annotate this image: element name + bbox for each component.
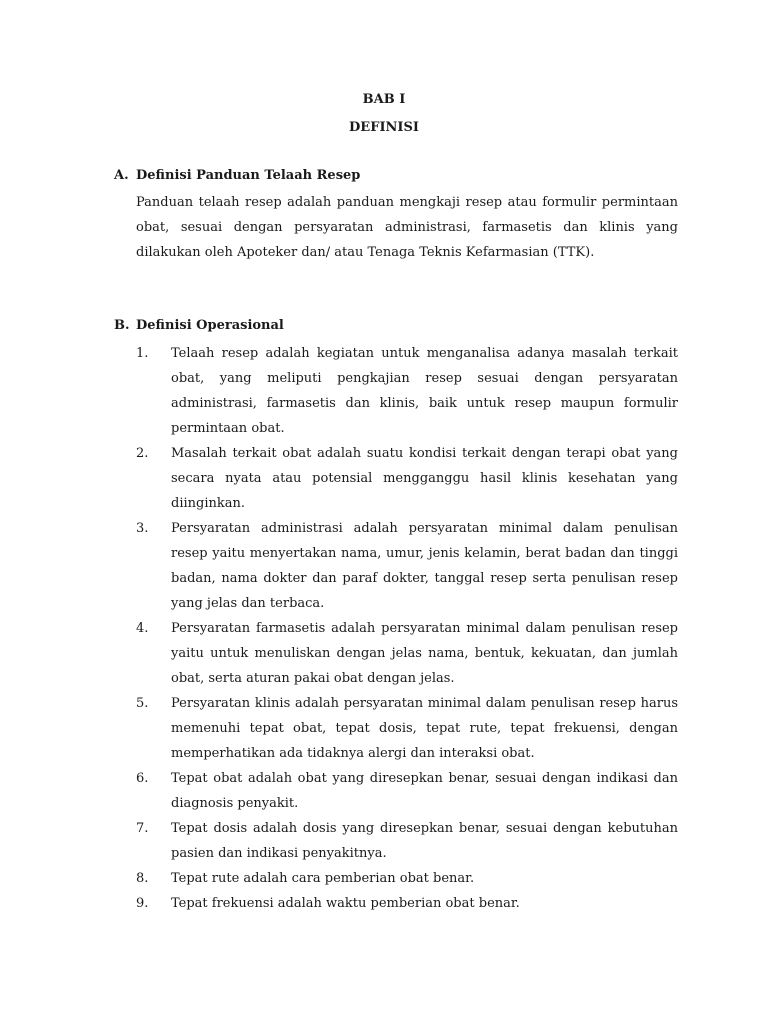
- definition-number: 1.: [136, 346, 149, 361]
- definition-text: Persyaratan farmasetis adalah persyaratan minimal dalam penulisan resep yaitu untuk menuliskan dengan jelas nama, bentuk, kekuatan, dan jumlah obat, serta aturan pakai obat dengan jelas.: [171, 621, 678, 686]
- definition-text: Tepat dosis adalah dosis yang diresepkan benar, sesuai dengan kebutuhan pasien dan indikasi penyakitnya.: [171, 821, 678, 861]
- definition-item: [136, 891, 678, 916]
- definition-text: Persyaratan klinis adalah persyaratan minimal dalam penulisan resep harus memenuhi tepat obat, tepat dosis, tepat rute, tepat frekuensi, dengan memperhatikan ada tidaknya alergi dan interaksi obat.: [171, 696, 678, 761]
- definition-text: Tepat frekuensi adalah waktu pemberian obat benar.: [171, 896, 520, 911]
- definition-item: [136, 341, 678, 441]
- definition-item: [136, 441, 678, 516]
- definition-list: [136, 341, 678, 916]
- definition-item: [136, 516, 678, 616]
- definition-item: [136, 816, 678, 866]
- definition-number: 9.: [136, 896, 149, 911]
- definition-text: Tepat rute adalah cara pemberian obat benar.: [171, 871, 475, 886]
- definition-item: [136, 766, 678, 816]
- section-b-title: Definisi Operasional: [136, 318, 284, 333]
- definition-text: Persyaratan administrasi adalah persyaratan minimal dalam penulisan resep yaitu menyertakan nama, umur, jenis kelamin, berat badan dan tinggi badan, nama dokter dan paraf dokter, tanggal resep serta penulisan resep yang jelas dan terbaca.: [171, 521, 678, 611]
- section-a-paragraph: Panduan telaah resep adalah panduan mengkaji resep atau formulir permintaan obat, sesuai dengan persyaratan administrasi, farmasetis dan klinis yang dilakukan oleh Apoteker dan/ atau Tenaga Teknis Kefarmasian (TTK).: [136, 195, 678, 260]
- definition-number: 8.: [136, 871, 149, 886]
- definition-number: 7.: [136, 821, 149, 836]
- section-a-title: Definisi Panduan Telaah Resep: [136, 168, 361, 183]
- section-b-letter: B.: [114, 318, 130, 333]
- section-a-letter: A.: [114, 168, 129, 183]
- definition-item: [136, 691, 678, 766]
- definition-number: 6.: [136, 771, 149, 786]
- definition-text: Tepat obat adalah obat yang diresepkan benar, sesuai dengan indikasi dan diagnosis penyakit.: [171, 771, 678, 811]
- definition-text: Telaah resep adalah kegiatan untuk menganalisa adanya masalah terkait obat, yang meliputi pengkajian resep sesuai dengan persyaratan administrasi, farmasetis dan klinis, baik untuk resep maupun formulir permintaan obat.: [171, 346, 678, 436]
- chapter-number: BAB I: [362, 92, 406, 107]
- chapter-title: DEFINISI: [349, 120, 419, 135]
- section-b-heading: [114, 318, 284, 333]
- definition-item: [136, 616, 678, 691]
- definition-number: 3.: [136, 521, 149, 536]
- definition-number: 4.: [136, 621, 149, 636]
- section-a-heading: [114, 168, 360, 183]
- definition-item: [136, 866, 678, 891]
- definition-text: Masalah terkait obat adalah suatu kondisi terkait dengan terapi obat yang secara nyata atau potensial mengganggu hasil klinis kesehatan yang diinginkan.: [171, 446, 678, 511]
- definition-number: 2.: [136, 446, 149, 461]
- definition-number: 5.: [136, 696, 149, 711]
